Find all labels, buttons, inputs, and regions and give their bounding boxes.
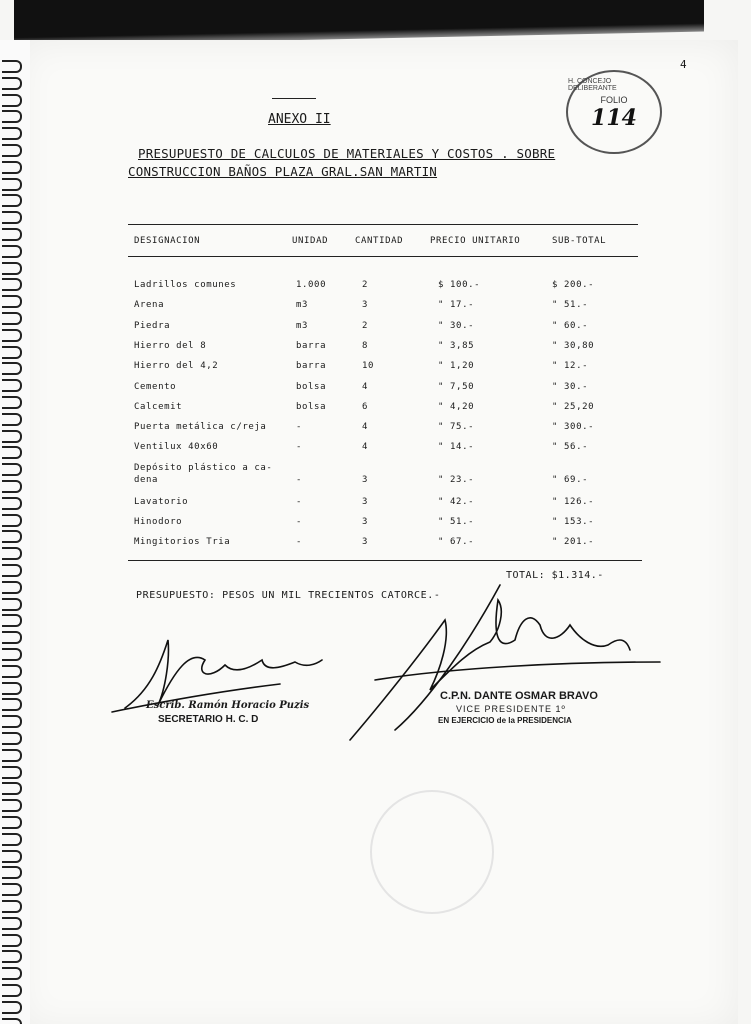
document-title-line1: PRESUPUESTO DE CALCULOS DE MATERIALES Y COSTOS . SOBRE bbox=[138, 146, 556, 161]
cell-cantidad: 2 bbox=[362, 280, 369, 290]
cell-designacion: Depósito plástico a ca- bbox=[134, 462, 273, 473]
cell-precio-unitario: $ 100.- bbox=[438, 280, 481, 290]
cell-subtotal: " 25,20 bbox=[552, 401, 595, 412]
cell-subtotal: " 60.- bbox=[552, 320, 589, 331]
cell-cantidad: 3 bbox=[362, 537, 369, 548]
cell-unidad: m3 bbox=[296, 300, 309, 311]
cell-precio-unitario: " 23.- bbox=[438, 474, 475, 485]
cell-unidad: barra bbox=[296, 361, 327, 372]
cell-unidad: bolsa bbox=[296, 401, 327, 412]
cell-precio-unitario: " 17.- bbox=[438, 300, 475, 311]
cell-designacion: Calcemit bbox=[134, 401, 183, 412]
cell-cantidad: 3 bbox=[362, 496, 369, 507]
cell-cantidad: 10 bbox=[362, 361, 375, 372]
cell-precio-unitario: " 14.- bbox=[438, 442, 475, 453]
annex-heading: ANEXO II bbox=[268, 112, 331, 127]
cell-designacion: Ventilux 40x60 bbox=[134, 442, 219, 453]
cell-designacion-cont: dena bbox=[134, 474, 159, 485]
right-signer-name: C.P.N. DANTE OSMAR BRAVO bbox=[440, 690, 598, 702]
cell-precio-unitario: " 42.- bbox=[438, 496, 475, 507]
cell-unidad: - bbox=[296, 422, 303, 433]
cell-designacion: Piedra bbox=[134, 320, 171, 331]
cell-unidad: m3 bbox=[296, 320, 309, 331]
cell-subtotal: " 30,80 bbox=[552, 340, 595, 351]
left-signer-title: SECRETARIO H. C. D bbox=[158, 714, 259, 725]
cell-precio-unitario: " 3,85 bbox=[438, 340, 475, 351]
cell-unidad: - bbox=[296, 517, 303, 527]
total-amount: TOTAL: $1.314.- bbox=[506, 570, 604, 581]
left-signer-name: Escrib. Ramón Horacio Puzis bbox=[146, 700, 310, 711]
cell-subtotal: " 300.- bbox=[552, 422, 595, 433]
cell-precio-unitario: " 4,20 bbox=[438, 401, 475, 412]
cell-subtotal: $ 200.- bbox=[552, 280, 595, 290]
cell-subtotal: " 30.- bbox=[552, 381, 589, 392]
cell-cantidad: 4 bbox=[362, 381, 369, 392]
col-header-precio: PRECIO UNITARIO bbox=[430, 236, 521, 246]
faint-seal-bleedthrough bbox=[370, 790, 494, 914]
cell-subtotal: " 69.- bbox=[552, 474, 589, 485]
cell-designacion: Lavatorio bbox=[134, 496, 189, 507]
cell-subtotal: " 12.- bbox=[552, 361, 589, 372]
cell-unidad: - bbox=[296, 442, 303, 453]
right-signer-title2: EN EJERCICIO de la PRESIDENCIA bbox=[438, 716, 572, 725]
cell-unidad: - bbox=[296, 537, 303, 548]
cell-cantidad: 3 bbox=[362, 474, 369, 485]
cell-subtotal: " 201.- bbox=[552, 537, 595, 548]
cell-designacion: Puerta metálica c/reja bbox=[134, 422, 267, 433]
stamp-folio-label: FOLIO bbox=[600, 95, 628, 105]
cell-designacion: Cemento bbox=[134, 381, 177, 392]
col-header-cantidad: CANTIDAD bbox=[355, 236, 404, 246]
cell-subtotal: " 51.- bbox=[552, 300, 589, 311]
page-number: 4 bbox=[680, 58, 687, 71]
col-header-subtotal: SUB-TOTAL bbox=[552, 236, 607, 246]
cell-precio-unitario: " 67.- bbox=[438, 537, 475, 548]
cell-precio-unitario: " 51.- bbox=[438, 517, 475, 527]
cell-unidad: - bbox=[296, 496, 303, 507]
cell-unidad: barra bbox=[296, 340, 327, 351]
cell-precio-unitario: " 75.- bbox=[438, 422, 475, 433]
cell-subtotal: " 126.- bbox=[552, 496, 595, 507]
col-header-designacion: DESIGNACION bbox=[134, 236, 201, 246]
cell-cantidad: 3 bbox=[362, 300, 369, 311]
cell-cantidad: 4 bbox=[362, 422, 369, 433]
cell-designacion: Arena bbox=[134, 300, 165, 311]
col-header-unidad: UNIDAD bbox=[292, 236, 329, 246]
cell-subtotal: " 153.- bbox=[552, 517, 595, 527]
cell-designacion: Hierro del 8 bbox=[134, 340, 207, 351]
cell-designacion: Hinodoro bbox=[134, 517, 183, 527]
cell-cantidad: 6 bbox=[362, 401, 369, 412]
cell-unidad: 1.000 bbox=[296, 280, 327, 290]
cell-designacion: Hierro del 4,2 bbox=[134, 361, 219, 372]
cell-cantidad: 2 bbox=[362, 320, 369, 331]
document-title-line2: CONSTRUCCION BAÑOS PLAZA GRAL.SAN MARTIN bbox=[128, 164, 438, 179]
cell-designacion: Mingitorios Tria bbox=[134, 537, 231, 548]
cell-precio-unitario: " 1,20 bbox=[438, 361, 475, 372]
cell-designacion: Ladrillos comunes bbox=[134, 280, 237, 290]
right-signature-sweep bbox=[375, 662, 660, 680]
right-signer-title1: VICE PRESIDENTE 1º bbox=[456, 704, 566, 714]
cell-precio-unitario: " 30.- bbox=[438, 320, 475, 331]
cell-cantidad: 4 bbox=[362, 442, 369, 453]
cell-unidad: - bbox=[296, 474, 303, 485]
cell-cantidad: 3 bbox=[362, 517, 369, 527]
cell-cantidad: 8 bbox=[362, 340, 369, 351]
cell-subtotal: " 56.- bbox=[552, 442, 589, 453]
stamp-folio-number: 114 bbox=[591, 105, 637, 131]
cell-unidad: bolsa bbox=[296, 381, 327, 392]
stamp-ring-text: H. CONCEJO DELIBERANTE bbox=[568, 78, 617, 92]
cell-precio-unitario: " 7,50 bbox=[438, 381, 475, 392]
amount-in-words: PRESUPUESTO: PESOS UN MIL TRECIENTOS CATORCE.- bbox=[136, 590, 441, 601]
left-signature-stroke bbox=[125, 640, 322, 708]
